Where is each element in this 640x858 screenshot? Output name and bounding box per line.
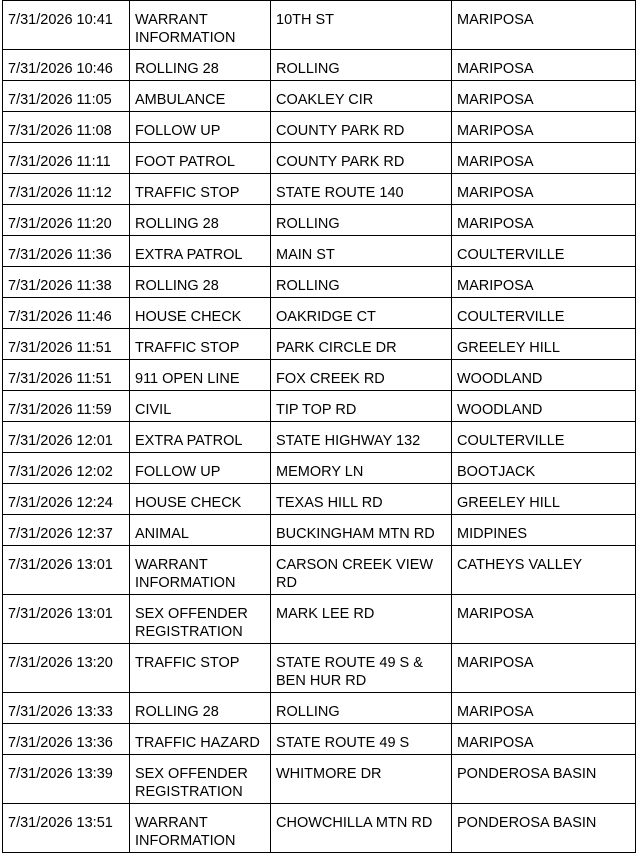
area-cell: MARIPOSA xyxy=(452,595,636,644)
area-cell: WOODLAND xyxy=(452,391,636,422)
area-cell: MARIPOSA xyxy=(452,693,636,724)
location-cell: ROLLING xyxy=(271,267,452,298)
call-type-cell: SEX OFFENDER REGISTRATION xyxy=(130,595,271,644)
area-cell: MIDPINES xyxy=(452,515,636,546)
table-row xyxy=(3,755,636,804)
call-type-cell: ROLLING 28 xyxy=(130,50,271,81)
datetime-cell: 7/31/2026 11:11 xyxy=(3,143,130,174)
table-row xyxy=(3,595,636,644)
location-cell: ROLLING xyxy=(271,50,452,81)
call-type-cell: EXTRA PATROL xyxy=(130,236,271,267)
call-type-cell: HOUSE CHECK xyxy=(130,484,271,515)
call-type-cell: ANIMAL xyxy=(130,515,271,546)
location-cell: PARK CIRCLE DR xyxy=(271,329,452,360)
datetime-cell: 7/31/2026 11:51 xyxy=(3,360,130,391)
area-cell: MARIPOSA xyxy=(452,143,636,174)
location-cell: TEXAS HILL RD xyxy=(271,484,452,515)
datetime-cell: 7/31/2026 12:24 xyxy=(3,484,130,515)
call-log-body xyxy=(3,1,636,853)
area-cell: GREELEY HILL xyxy=(452,484,636,515)
call-type-cell: CIVIL xyxy=(130,391,271,422)
datetime-cell: 7/31/2026 11:51 xyxy=(3,329,130,360)
datetime-cell: 7/31/2026 12:02 xyxy=(3,453,130,484)
location-cell: MAIN ST xyxy=(271,236,452,267)
table-row xyxy=(3,267,636,298)
area-cell: MARIPOSA xyxy=(452,205,636,236)
table-row xyxy=(3,804,636,853)
datetime-cell: 7/31/2026 11:38 xyxy=(3,267,130,298)
area-cell: WOODLAND xyxy=(452,360,636,391)
area-cell: MARIPOSA xyxy=(452,644,636,693)
table-row xyxy=(3,360,636,391)
location-cell: MEMORY LN xyxy=(271,453,452,484)
call-type-cell: EXTRA PATROL xyxy=(130,422,271,453)
call-type-cell: ROLLING 28 xyxy=(130,693,271,724)
call-type-cell: ROLLING 28 xyxy=(130,205,271,236)
location-cell: BUCKINGHAM MTN RD xyxy=(271,515,452,546)
call-type-cell: FOLLOW UP xyxy=(130,112,271,143)
location-cell: CARSON CREEK VIEW RD xyxy=(271,546,452,595)
call-type-cell: WARRANT INFORMATION xyxy=(130,804,271,853)
call-type-cell: HOUSE CHECK xyxy=(130,298,271,329)
location-cell: MARK LEE RD xyxy=(271,595,452,644)
call-type-cell: TRAFFIC STOP xyxy=(130,329,271,360)
table-row xyxy=(3,236,636,267)
location-cell: STATE ROUTE 140 xyxy=(271,174,452,205)
area-cell: MARIPOSA xyxy=(452,174,636,205)
table-row xyxy=(3,1,636,50)
datetime-cell: 7/31/2026 11:08 xyxy=(3,112,130,143)
area-cell: COULTERVILLE xyxy=(452,422,636,453)
call-type-cell: ROLLING 28 xyxy=(130,267,271,298)
call-type-cell: SEX OFFENDER REGISTRATION xyxy=(130,755,271,804)
location-cell: COAKLEY CIR xyxy=(271,81,452,112)
call-type-cell: 911 OPEN LINE xyxy=(130,360,271,391)
call-type-cell: AMBULANCE xyxy=(130,81,271,112)
datetime-cell: 7/31/2026 13:36 xyxy=(3,724,130,755)
location-cell: COUNTY PARK RD xyxy=(271,143,452,174)
table-row xyxy=(3,484,636,515)
datetime-cell: 7/31/2026 11:59 xyxy=(3,391,130,422)
area-cell: BOOTJACK xyxy=(452,453,636,484)
datetime-cell: 7/31/2026 13:01 xyxy=(3,546,130,595)
area-cell: MARIPOSA xyxy=(452,112,636,143)
table-row xyxy=(3,205,636,236)
call-type-cell: TRAFFIC HAZARD xyxy=(130,724,271,755)
area-cell: PONDEROSA BASIN xyxy=(452,804,636,853)
area-cell: GREELEY HILL xyxy=(452,329,636,360)
location-cell: 10TH ST xyxy=(271,1,452,50)
location-cell: STATE ROUTE 49 S & BEN HUR RD xyxy=(271,644,452,693)
table-row xyxy=(3,693,636,724)
call-type-cell: TRAFFIC STOP xyxy=(130,174,271,205)
area-cell: MARIPOSA xyxy=(452,81,636,112)
datetime-cell: 7/31/2026 11:12 xyxy=(3,174,130,205)
area-cell: COULTERVILLE xyxy=(452,298,636,329)
area-cell: PONDEROSA BASIN xyxy=(452,755,636,804)
location-cell: STATE ROUTE 49 S xyxy=(271,724,452,755)
call-type-cell: WARRANT INFORMATION xyxy=(130,546,271,595)
datetime-cell: 7/31/2026 13:51 xyxy=(3,804,130,853)
datetime-cell: 7/31/2026 10:41 xyxy=(3,1,130,50)
call-type-cell: FOLLOW UP xyxy=(130,453,271,484)
table-row xyxy=(3,724,636,755)
datetime-cell: 7/31/2026 13:20 xyxy=(3,644,130,693)
table-row xyxy=(3,422,636,453)
datetime-cell: 7/31/2026 11:36 xyxy=(3,236,130,267)
area-cell: MARIPOSA xyxy=(452,50,636,81)
area-cell: MARIPOSA xyxy=(452,724,636,755)
table-row xyxy=(3,112,636,143)
datetime-cell: 7/31/2026 11:05 xyxy=(3,81,130,112)
table-row xyxy=(3,298,636,329)
table-row xyxy=(3,391,636,422)
table-row xyxy=(3,546,636,595)
datetime-cell: 7/31/2026 12:01 xyxy=(3,422,130,453)
datetime-cell: 7/31/2026 10:46 xyxy=(3,50,130,81)
table-row xyxy=(3,329,636,360)
location-cell: FOX CREEK RD xyxy=(271,360,452,391)
call-type-cell: TRAFFIC STOP xyxy=(130,644,271,693)
datetime-cell: 7/31/2026 13:01 xyxy=(3,595,130,644)
location-cell: OAKRIDGE CT xyxy=(271,298,452,329)
location-cell: ROLLING xyxy=(271,205,452,236)
table-row xyxy=(3,453,636,484)
area-cell: MARIPOSA xyxy=(452,1,636,50)
call-log-table xyxy=(2,0,636,853)
area-cell: MARIPOSA xyxy=(452,267,636,298)
table-row xyxy=(3,50,636,81)
datetime-cell: 7/31/2026 13:33 xyxy=(3,693,130,724)
location-cell: CHOWCHILLA MTN RD xyxy=(271,804,452,853)
location-cell: TIP TOP RD xyxy=(271,391,452,422)
datetime-cell: 7/31/2026 11:46 xyxy=(3,298,130,329)
location-cell: COUNTY PARK RD xyxy=(271,112,452,143)
call-type-cell: FOOT PATROL xyxy=(130,143,271,174)
table-row xyxy=(3,174,636,205)
datetime-cell: 7/31/2026 12:37 xyxy=(3,515,130,546)
location-cell: ROLLING xyxy=(271,693,452,724)
call-type-cell: WARRANT INFORMATION xyxy=(130,1,271,50)
table-row xyxy=(3,143,636,174)
datetime-cell: 7/31/2026 13:39 xyxy=(3,755,130,804)
datetime-cell: 7/31/2026 11:20 xyxy=(3,205,130,236)
area-cell: CATHEYS VALLEY xyxy=(452,546,636,595)
table-row xyxy=(3,81,636,112)
table-row xyxy=(3,644,636,693)
area-cell: COULTERVILLE xyxy=(452,236,636,267)
table-row xyxy=(3,515,636,546)
location-cell: WHITMORE DR xyxy=(271,755,452,804)
location-cell: STATE HIGHWAY 132 xyxy=(271,422,452,453)
